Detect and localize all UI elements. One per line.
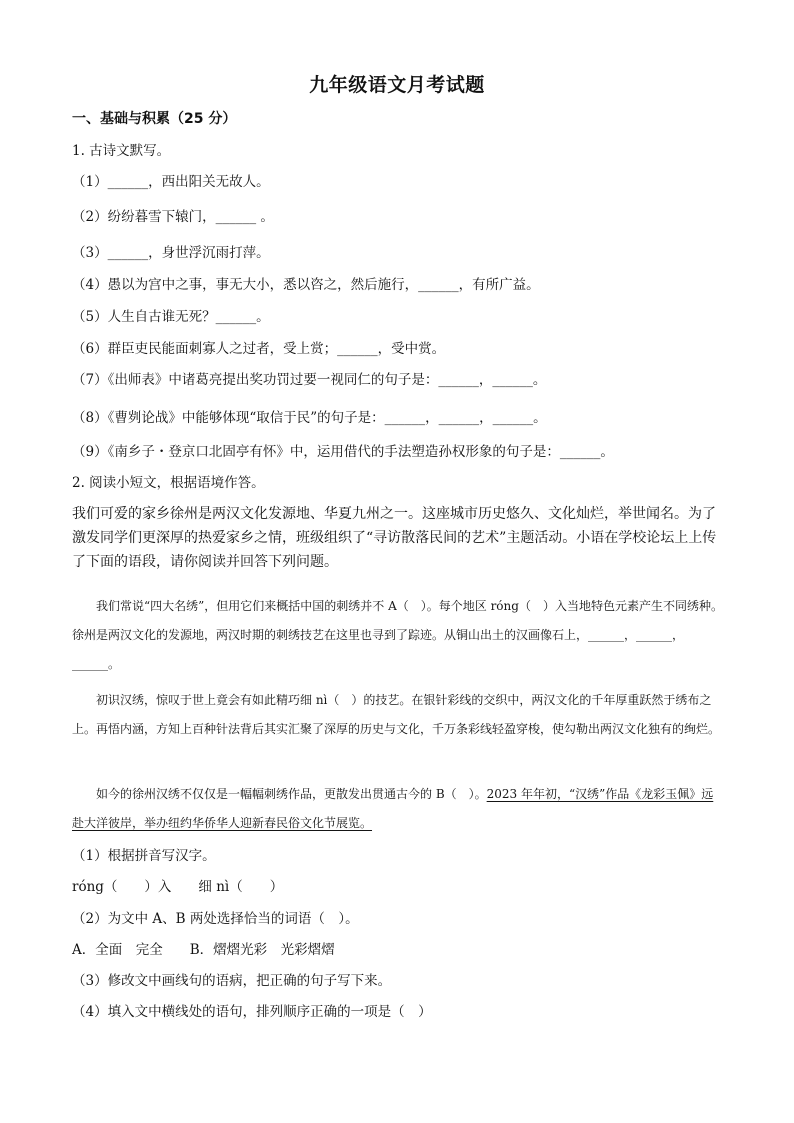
page-title: 九年级语文月考试题 <box>309 74 485 96</box>
q1-item: （2）纷纷暮雪下辕门，______ 。 <box>72 209 274 225</box>
sub-question-3: （3）修改文中画线句的语病，把正确的句子写下来。 <box>72 973 392 989</box>
q1-item: （4）愚以为宫中之事，事无大小，悉以咨之，然后施行，______，有所广益。 <box>72 277 540 293</box>
sub-question-2: （2）为文中 A、B 两处选择恰当的词语（ ）。 <box>72 911 359 927</box>
sub-question-2-options: A．全面 完全 B．熠熠光彩 光彩熠熠 <box>72 942 335 958</box>
pinyin-blanks: róng（ ）入 细 nì（ ） <box>72 879 284 895</box>
q1-item: （8）《曹刿论战》中能够体现“取信于民”的句子是：______，______，______。 <box>72 410 547 426</box>
question-2-stem: 2. 阅读小短文，根据语境作答。 <box>72 475 265 491</box>
underlined-sentence: 2023 年年初，“汉绣”作品《龙彩玉佩》远赴大洋彼岸，举办纽约华侨华人迎新春民俗文化节展览。 <box>72 787 714 830</box>
passage-paragraph-2: 初识汉绣，惊叹于世上竟会有如此精巧细 nì（ ）的技艺。在银针彩线的交织中，两汉文化的千年厚重跃然于绣布之上。再悟内涵，方知上百种针法背后其实汇聚了深厚的历史与文化，千万条彩线轻盈穿梭，使勾勒出两汉文化独有的绚烂。 <box>72 693 721 736</box>
q1-item: （6）群臣吏民能面刺寡人之过者，受上赏；______，受中赏。 <box>72 341 446 357</box>
passage-text: 如今的徐州汉绣不仅仅是一幅幅刺绣作品，更散发出贯通古今的 B（ ）。 <box>96 787 487 801</box>
q1-item: （1）______，西出阳关无故人。 <box>72 174 270 190</box>
q1-item: （9）《南乡子・登京口北固亭有怀》中，运用借代的手法塑造孙权形象的句子是：______。 <box>72 444 614 460</box>
q1-item: （5）人生自古谁无死？______。 <box>72 309 270 325</box>
q1-item: （7）《出师表》中诸葛亮提出奖功罚过要一视同仁的句子是：______，______。 <box>72 372 547 388</box>
question-1-stem: 1. 古诗文默写。 <box>72 143 171 159</box>
q1-item: （3）______，身世浮沉雨打萍。 <box>72 245 270 261</box>
sub-question-4: （4）填入文中横线处的语句，排列顺序正确的一项是（ ） <box>72 1004 432 1020</box>
intro-paragraph: 我们可爱的家乡徐州是两汉文化发源地、华夏九州之一。这座城市历史悠久、文化灿烂，举世闻名。为了激发同学们更深厚的热爱家乡之情，班级组织了“寻访散落民间的艺术”主题活动。小语在学校论坛上上传了下面的语段，请你阅读并回答下列问题。 <box>72 506 717 570</box>
passage-paragraph-3 <box>72 780 724 838</box>
section-heading: 一、基础与积累（25 分） <box>72 111 237 127</box>
sub-question-1: （1）根据拼音写汉字。 <box>72 848 216 864</box>
passage-paragraph-1: 我们常说“四大名绣”，但用它们来概括中国的刺绣并不 A（ ）。每个地区 róng（ ）入当地特色元素产生不同绣种。徐州是两汉文化的发源地，两汉时期的刺绣技艺在这里也寻到了踪迹。从铜山出土的汉画像石上，______，______，______。 <box>72 599 723 671</box>
